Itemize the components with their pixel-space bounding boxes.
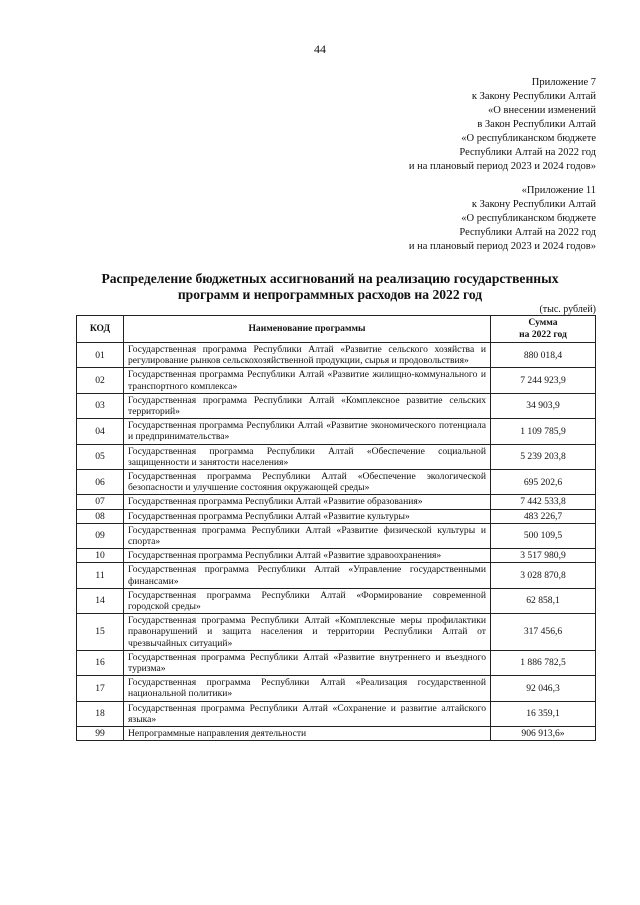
table-row bbox=[77, 393, 596, 418]
row-code: 06 bbox=[77, 470, 124, 495]
row-program-name: Государственная программа Республики Алтай «Обеспечение социальной защищенности и занятости населения» bbox=[124, 444, 491, 469]
table-row bbox=[77, 368, 596, 393]
row-code: 07 bbox=[77, 495, 124, 509]
appendix-line: и на плановый период 2023 и 2024 годов» bbox=[408, 161, 596, 172]
appendix-line: «О республиканском бюджете bbox=[461, 213, 596, 224]
table-row bbox=[77, 676, 596, 701]
row-sum: 3 517 980,9 bbox=[491, 549, 596, 563]
row-program-name: Государственная программа Республики Алтай «Сохранение и развитие алтайского языка» bbox=[124, 701, 491, 726]
table-row bbox=[77, 563, 596, 588]
row-sum: 483 226,7 bbox=[491, 509, 596, 523]
table-row bbox=[77, 495, 596, 509]
table-row bbox=[77, 419, 596, 444]
row-sum: 62 858,1 bbox=[491, 588, 596, 613]
appendix-line: Республики Алтай на 2022 год bbox=[459, 147, 596, 158]
row-code: 09 bbox=[77, 523, 124, 548]
table-header-row bbox=[77, 316, 596, 343]
table-row bbox=[77, 701, 596, 726]
appendix-header-original bbox=[409, 184, 596, 254]
appendix-line: Приложение 7 bbox=[531, 77, 596, 88]
row-code: 04 bbox=[77, 419, 124, 444]
row-program-name: Государственная программа Республики Алтай «Формирование современной городской среды» bbox=[124, 588, 491, 613]
row-sum: 3 028 870,8 bbox=[491, 563, 596, 588]
appendix-line: «О внесении изменений bbox=[488, 105, 596, 116]
appendix-line: к Закону Республики Алтай bbox=[471, 91, 596, 102]
row-program-name: Государственная программа Республики Алтай «Развитие здравоохранения» bbox=[124, 549, 491, 563]
table-row bbox=[77, 470, 596, 495]
table-row bbox=[77, 509, 596, 523]
units-label: (тыс. рублей) bbox=[539, 304, 596, 315]
appendix-line: и на плановый период 2023 и 2024 годов» bbox=[408, 241, 596, 252]
row-sum: 92 046,3 bbox=[491, 676, 596, 701]
row-sum: 7 244 923,9 bbox=[491, 368, 596, 393]
row-program-name: Непрограммные направления деятельности bbox=[124, 727, 491, 741]
table-row bbox=[77, 588, 596, 613]
title-line-1: Распределение бюджетных ассигнований на реализацию государственных bbox=[101, 271, 559, 286]
page-number: 44 bbox=[314, 42, 326, 56]
table-row bbox=[77, 444, 596, 469]
row-sum: 317 456,6 bbox=[491, 614, 596, 651]
appendix-line: «О республиканском бюджете bbox=[461, 133, 596, 144]
table-row bbox=[77, 523, 596, 548]
row-sum: 1 109 785,9 bbox=[491, 419, 596, 444]
row-code: 15 bbox=[77, 614, 124, 651]
row-program-name: Государственная программа Республики Алтай «Управление государственными финансами» bbox=[124, 563, 491, 588]
row-program-name: Государственная программа Республики Алтай «Развитие жилищно-коммунального и транспортного комплекса» bbox=[124, 368, 491, 393]
row-code: 14 bbox=[77, 588, 124, 613]
table-row bbox=[77, 727, 596, 741]
table-row bbox=[77, 650, 596, 675]
row-sum: 906 913,6» bbox=[491, 727, 596, 741]
row-program-name: Государственная программа Республики Алтай «Комплексное развитие сельских территорий» bbox=[124, 393, 491, 418]
row-code: 18 bbox=[77, 701, 124, 726]
row-code: 05 bbox=[77, 444, 124, 469]
header-sum bbox=[491, 316, 596, 343]
appendix-line: к Закону Республики Алтай bbox=[471, 199, 596, 210]
header-sum-line-1: Сумма bbox=[528, 317, 558, 328]
row-code: 11 bbox=[77, 563, 124, 588]
row-sum: 1 886 782,5 bbox=[491, 650, 596, 675]
row-program-name: Государственная программа Республики Алтай «Развитие внутреннего и въездного туризма» bbox=[124, 650, 491, 675]
row-program-name: Государственная программа Республики Алтай «Развитие сельского хозяйства и регулирование рынков сельскохозяйственной продукции, сырья и продовольствия» bbox=[124, 343, 491, 368]
header-sum-line-2: на 2022 год bbox=[519, 329, 567, 340]
row-sum: 880 018,4 bbox=[491, 343, 596, 368]
row-program-name: Государственная программа Республики Алтай «Развитие физической культуры и спорта» bbox=[124, 523, 491, 548]
row-code: 17 bbox=[77, 676, 124, 701]
table-row bbox=[77, 343, 596, 368]
row-program-name: Государственная программа Республики Алтай «Реализация государственной национальной политики» bbox=[124, 676, 491, 701]
table-row bbox=[77, 549, 596, 563]
appendix-line: «Приложение 11 bbox=[521, 185, 596, 196]
row-code: 03 bbox=[77, 393, 124, 418]
row-program-name: Государственная программа Республики Алтай «Комплексные меры профилактики правонарушений и защита населения и территории Республики Алтай от чрезвычайных ситуаций» bbox=[124, 614, 491, 651]
row-code: 10 bbox=[77, 549, 124, 563]
row-code: 02 bbox=[77, 368, 124, 393]
budget-table bbox=[76, 315, 596, 741]
row-sum: 16 359,1 bbox=[491, 701, 596, 726]
row-sum: 34 903,9 bbox=[491, 393, 596, 418]
appendix-line: Республики Алтай на 2022 год bbox=[459, 227, 596, 238]
document-title bbox=[60, 271, 600, 303]
table-row bbox=[77, 614, 596, 651]
row-program-name: Государственная программа Республики Алтай «Развитие культуры» bbox=[124, 509, 491, 523]
appendix-line: в Закон Республики Алтай bbox=[477, 119, 596, 130]
row-sum: 7 442 533,8 bbox=[491, 495, 596, 509]
row-code: 16 bbox=[77, 650, 124, 675]
row-sum: 5 239 203,8 bbox=[491, 444, 596, 469]
row-code: 08 bbox=[77, 509, 124, 523]
header-name: Наименование программы bbox=[124, 316, 491, 343]
row-sum: 695 202,6 bbox=[491, 470, 596, 495]
row-program-name: Государственная программа Республики Алтай «Обеспечение экологической безопасности и улучшение состояния окружающей среды» bbox=[124, 470, 491, 495]
row-program-name: Государственная программа Республики Алтай «Развитие экономического потенциала и предпринимательства» bbox=[124, 419, 491, 444]
title-line-2: программ и непрограммных расходов на 2022 год bbox=[177, 287, 483, 302]
row-program-name: Государственная программа Республики Алтай «Развитие образования» bbox=[124, 495, 491, 509]
row-code: 01 bbox=[77, 343, 124, 368]
appendix-header-amendment bbox=[409, 76, 596, 174]
row-sum: 500 109,5 bbox=[491, 523, 596, 548]
row-code: 99 bbox=[77, 727, 124, 741]
header-code: КОД bbox=[77, 316, 124, 343]
